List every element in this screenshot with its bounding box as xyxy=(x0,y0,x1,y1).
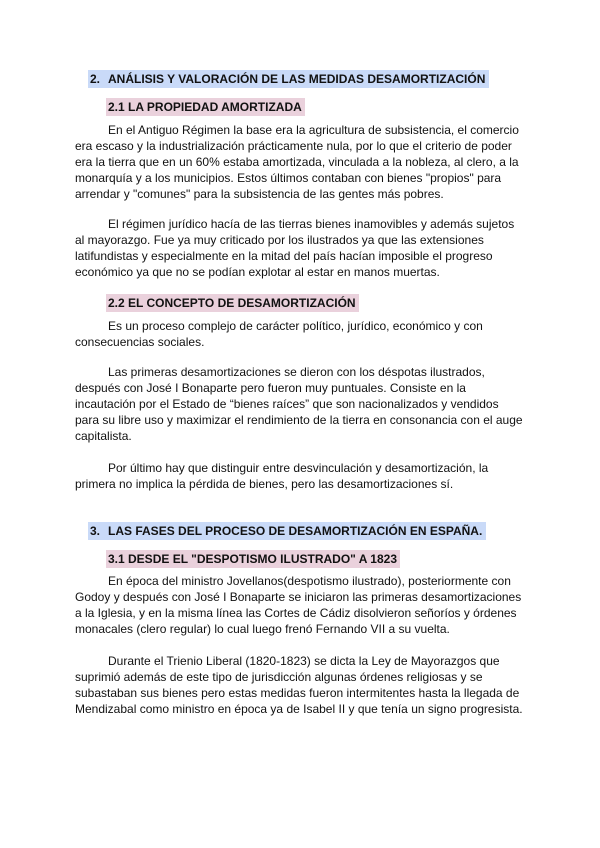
section-2-number: 2. xyxy=(90,72,101,86)
section-3-heading xyxy=(88,522,486,540)
subsection-3-1-heading: 3.1 DESDE EL "DESPOTISMO ILUSTRADO" A 1823 xyxy=(106,550,400,568)
paragraph-2-2-c: Por último hay que distinguir entre desvinculación y desamortización, la primera no implica la pérdida de bienes, pero las desamortizaciones sí. xyxy=(75,461,489,492)
paragraph-2-2-b: Las primeras desamortizaciones se dieron con los déspotas ilustrados, después con José I Bonaparte pero fueron muy puntuales. Consiste en la incautación por el Estado de “bienes raíces” que son nacionalizados y vendidos para su libre uso y maximizar el rendimiento de la tierra en consonancia con el auge capitalista. xyxy=(75,365,523,444)
section-2-title: ANÁLISIS Y VALORACIÓN DE LAS MEDIDAS DESAMORTIZACIÓN xyxy=(108,72,486,86)
paragraph-2-1-a: En el Antiguo Régimen la base era la agricultura de subsistencia, el comercio era escaso y la industrialización prácticamente nula, por lo que el criterio de poder era la tierra que en un 60% estaba amortizada, vinculada a la nobleza, al clero, a la monarquía y a los municipios. Estos últimos contaban con bienes "propios" para arrendar y "comunes" para la subsistencia de las gentes más pobres. xyxy=(75,123,519,202)
paragraph-2-1-b: El régimen jurídico hacía de las tierras bienes inamovibles y además sujetos al mayorazgo. Fue ya muy criticado por los ilustrados ya que las extensiones latifundistas y especialmente en la mitad del país hacían imposible el progreso económico ya que no se podían explotar al estar en manos muertas. xyxy=(75,217,515,280)
subsection-2-1-heading: 2.1 LA PROPIEDAD AMORTIZADA xyxy=(106,98,305,116)
section-3-title: LAS FASES DEL PROCESO DE DESAMORTIZACIÓN EN ESPAÑA. xyxy=(108,524,483,538)
paragraph-2-2-a: Es un proceso complejo de carácter político, jurídico, económico y con consecuencias sociales. xyxy=(75,319,483,350)
paragraph-3-1-a: En época del ministro Jovellanos(despotismo ilustrado), posteriormente con Godoy y después con José I Bonaparte se iniciaron las primeras desamortizaciones a la Iglesia, y en la misma línea las Cortes de Cádiz disolvieron señoríos y órdenes monacales (clero regular) lo cual luego frenó Fernando VII a su vuelta. xyxy=(75,574,522,637)
section-3-number: 3. xyxy=(90,524,101,538)
subsection-2-2-heading: 2.2 EL CONCEPTO DE DESAMORTIZACIÓN xyxy=(106,294,359,312)
paragraph-3-1-b: Durante el Trienio Liberal (1820-1823) se dicta la Ley de Mayorazgos que suprimió además de este tipo de jurisdicción algunas órdenes religiosas y se subastaban sus bienes pero estas medidas fueron intermitentes hasta la llegada de Mendizabal como ministro en época ya de Isabel II y que tenía un signo progresista. xyxy=(75,654,523,717)
section-2-heading xyxy=(88,70,489,88)
